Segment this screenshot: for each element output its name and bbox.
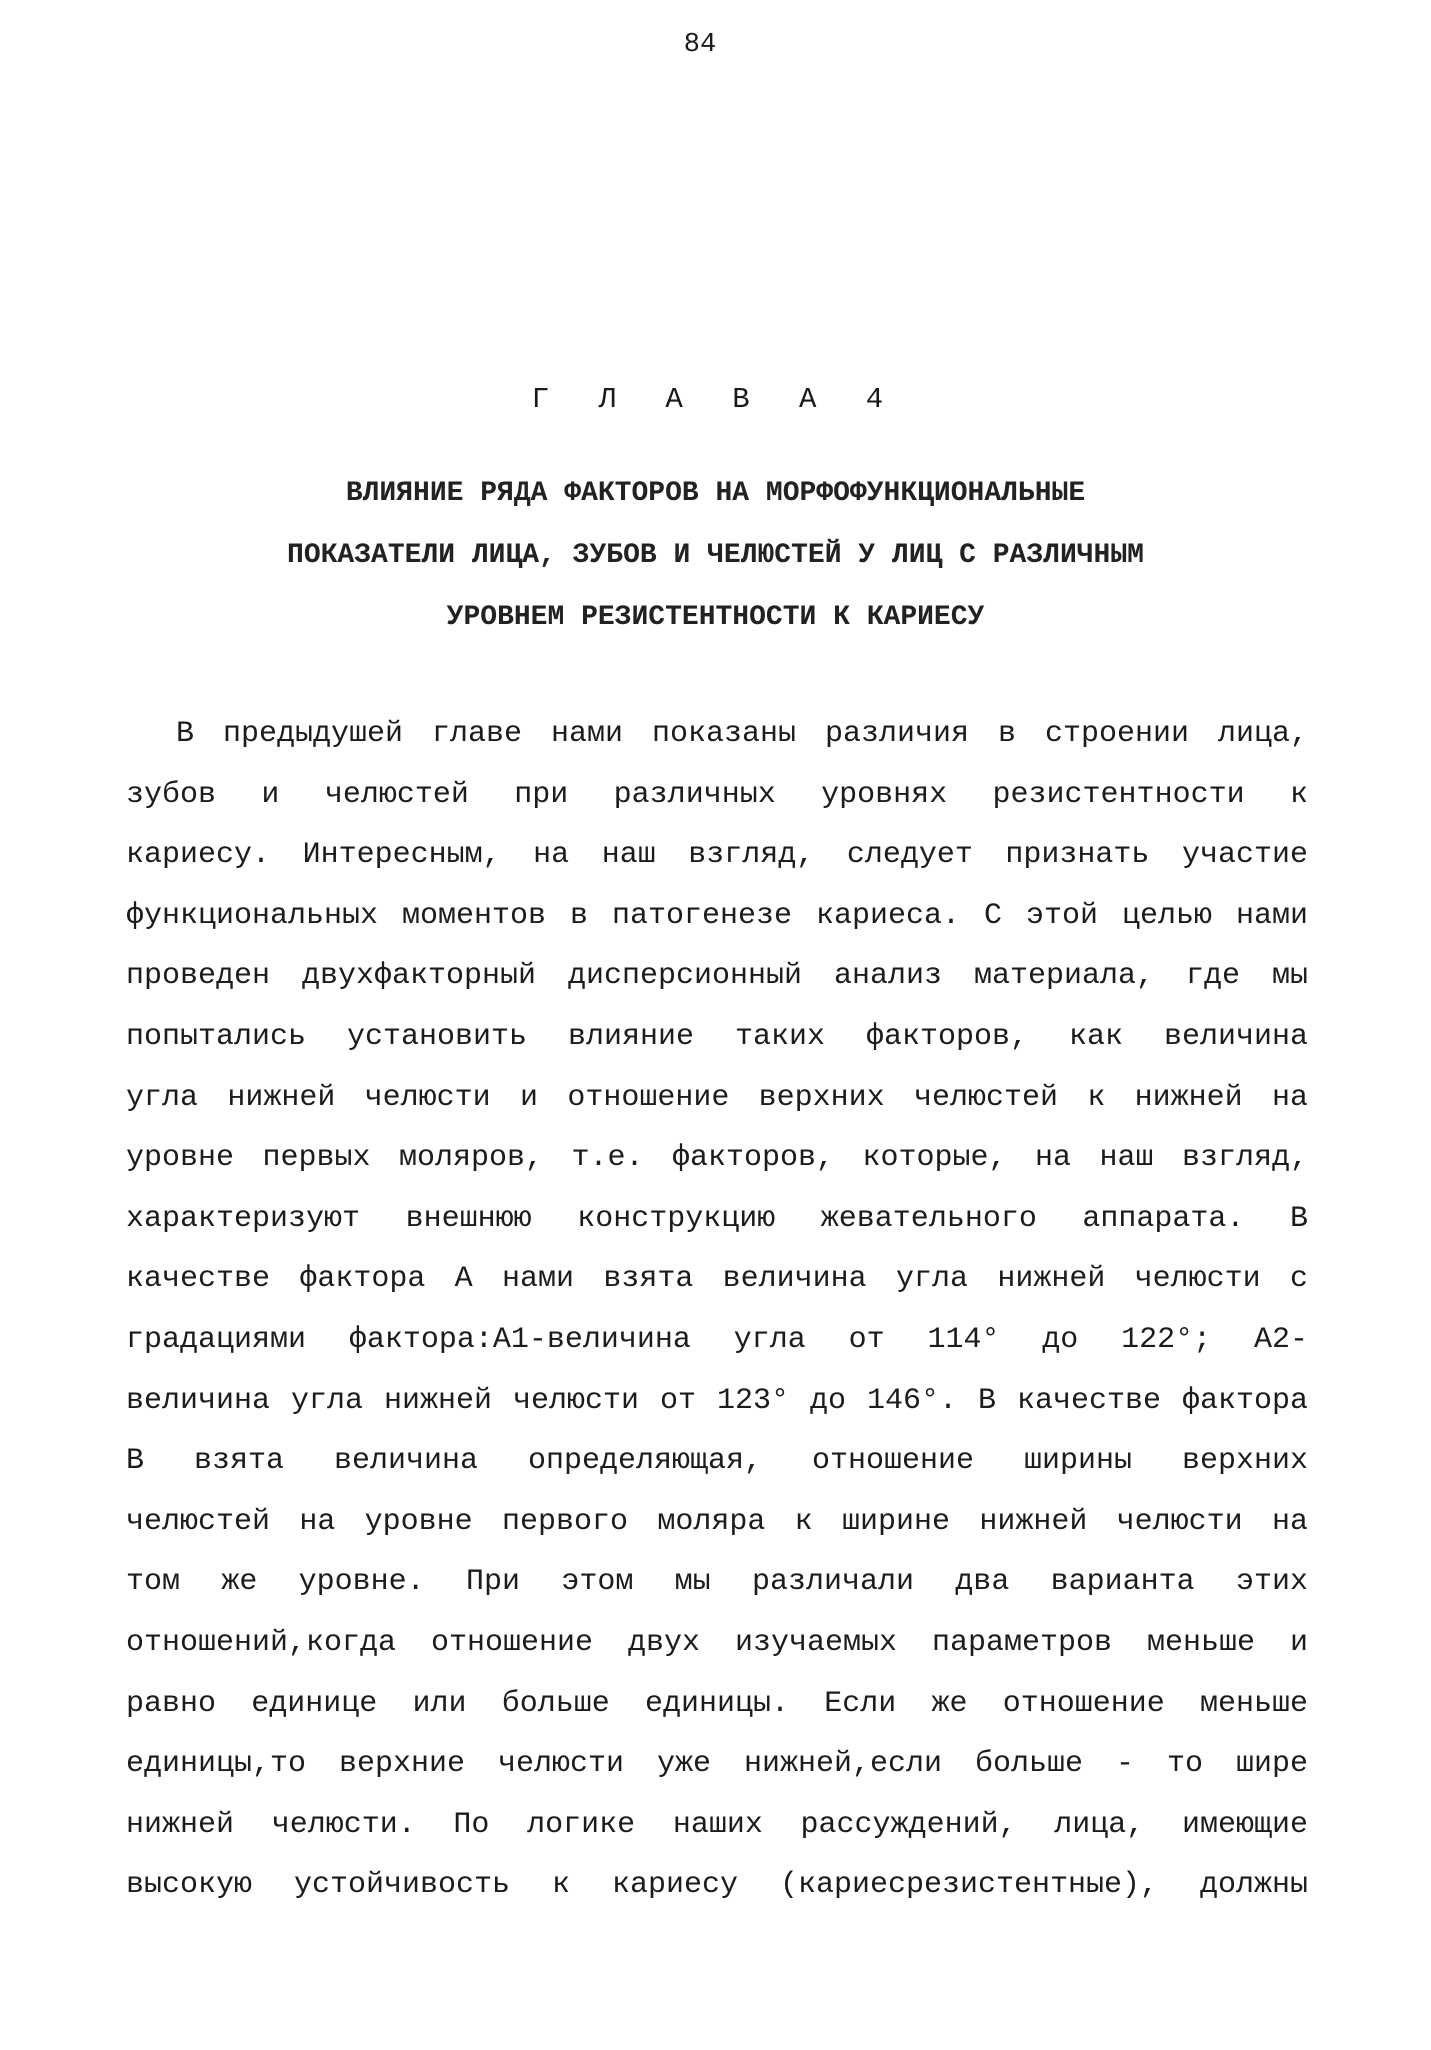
chapter-title-line: ВЛИЯНИЕ РЯДА ФАКТОРОВ НА МОРФОФУНКЦИОНАЛЬНЫЕ [345,478,1086,509]
body-line: уровне первых моляров, т.е. факторов, которые, на наш взгляд, [126,1141,1308,1176]
body-line: проведен двухфакторный дисперсионный анализ материала, где мы [126,959,1308,994]
body-line: характеризуют внешнюю конструкцию жевательного аппарата. В [126,1201,1308,1236]
body-line: градациями фактора:А1-величина угла от 114° до 122°; А2- [126,1322,1308,1357]
page-number: 84 [683,30,717,60]
chapter-title [100,463,1331,649]
chapter-title-line: ПОКАЗАТЕЛИ ЛИЦА, ЗУБОВ И ЧЕЛЮСТЕЙ У ЛИЦ С РАЗЛИЧНЫМ [287,540,1144,571]
body-line: качестве фактора А нами взята величина угла нижней челюсти с [126,1262,1308,1297]
body-line: угла нижней челюсти и отношение верхних челюстей к нижней на [126,1080,1308,1115]
body-line: величина угла нижней челюсти от 123° до 146°. В качестве фактора [126,1383,1308,1418]
chapter-title-line: УРОВНЕМ РЕЗИСТЕНТНОСТИ К КАРИЕСУ [446,602,985,633]
body-line: функциональных моментов в патогенезе кариеса. С этой целью нами [126,898,1308,933]
body-line: зубов и челюстей при различных уровнях резистентности к [126,777,1308,812]
body-line: нижней челюсти. По логике наших рассуждений, лица, имеющие [126,1807,1308,1842]
body-line: равно единице или больше единицы. Если же отношение меньше [126,1686,1308,1721]
body-line: кариесу. Интересным, на наш взгляд, следует признать участие [126,838,1308,873]
body-line: В взята величина определяющая, отношение ширины верхних [126,1444,1308,1479]
body-line: попытались установить влияние таких факторов, как величина [126,1019,1308,1054]
body-line: отношений,когда отношение двух изучаемых параметров меньше и [126,1625,1308,1660]
body-line: В предыдушей главе нами показаны различия в строении лица, [176,717,1308,751]
body-line: высокую устойчивость к кариесу (кариесрезистентные), должны [126,1868,1308,1903]
chapter-label: Г Л А В А 4 [531,383,900,416]
body-paragraph [126,704,1308,1916]
body-line: единицы,то верхние челюсти уже нижней,если больше - то шире [126,1747,1308,1782]
body-line: челюстей на уровне первого моляра к ширине нижней челюсти на [126,1504,1308,1539]
body-line: том же уровне. При этом мы различали два варианта этих [126,1565,1308,1600]
